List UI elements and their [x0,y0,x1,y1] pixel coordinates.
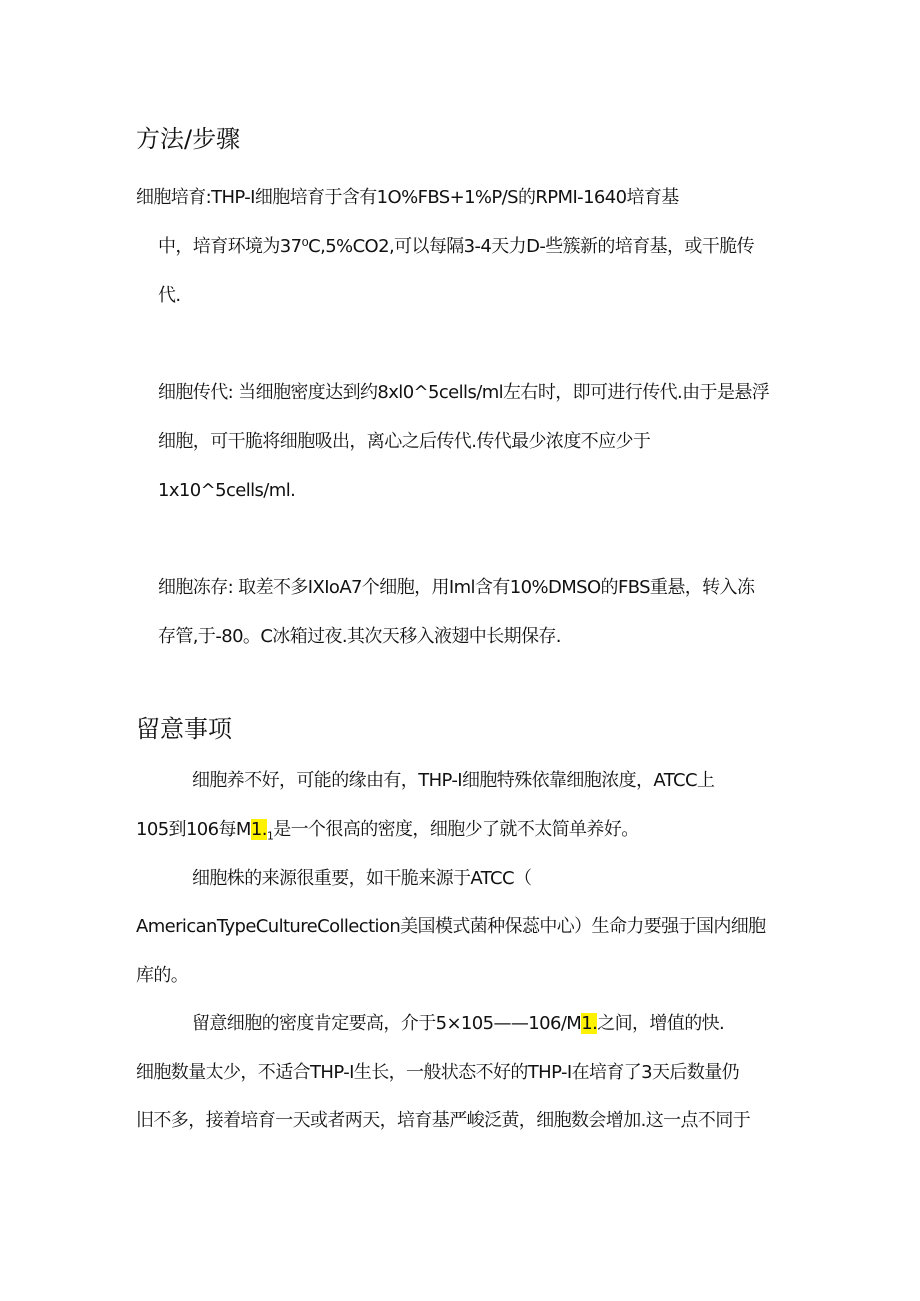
section-heading-methods: 方法/步骤 [136,125,241,153]
paragraph-line: 细胞传代: 当细胞密度达到约8xl0^5cells/ml左右时，即可进行传代.由于是悬浮 [158,382,770,403]
paragraph-line [136,818,639,849]
paragraph-line: 代. [158,285,181,306]
paragraph-line [192,1012,724,1036]
paragraph-line: 细胞，可干脆将细胞吸出，离心之后传代.传代最少浓度不应少于 [158,431,651,452]
section-heading-notes: 留意事项 [136,715,232,743]
paragraph-line: 细胞冻存: 取差不多IXIoA7个细胞，用Iml含有10%DMSO的FBS重悬，转入冻 [158,577,755,598]
text-run: 105到106每M [136,819,251,840]
text-run: 之间，增值的快. [597,1013,725,1034]
paragraph-line: 细胞株的来源很重要，如干脆来源于ATCC（ [192,868,532,889]
paragraph-line: 细胞数量太少，不适合THP-I生长，一般状态不好的THP-I在培育了3天后数量仍 [136,1062,740,1083]
paragraph-line: 细胞培育:THP-I细胞培育于含有1O%FBS+1%P/S的RPMI-1640培育基 [136,187,679,208]
paragraph-line: AmericanTypeCultureCollection美国模式菌种保蕊中心）生命力要强于国内细胞 [136,916,766,937]
text-run: 留意细胞的密度肯定要高，介于5×105——106/M [192,1013,582,1034]
highlighted-text: 1. [250,819,267,840]
subscript-text: 1 [266,829,274,843]
paragraph-line: 1x10^5cells/ml. [158,480,296,501]
paragraph-line: 旧不多，接着培育一天或者两天，培育基严峻泛黄，细胞数会增加.这一点不同于 [136,1110,751,1131]
highlighted-text: 1. [581,1013,598,1034]
paragraph-line: 细胞养不好，可能的缘由有，THP-I细胞特殊依靠细胞浓度，ATCC上 [192,770,715,791]
paragraph-line: 库的。 [136,965,189,986]
paragraph-line: 中，培育环境为37⁰C,5%CO2,可以每隔3-4天力D-些簇新的培育基，或干脆传 [158,236,755,257]
paragraph-line: 存管,于-80。C冰箱过夜.其次天移入液翅中长期保存. [158,626,561,647]
text-run: 是一个很高的密度，细胞少了就不太简单养好。 [273,819,639,840]
